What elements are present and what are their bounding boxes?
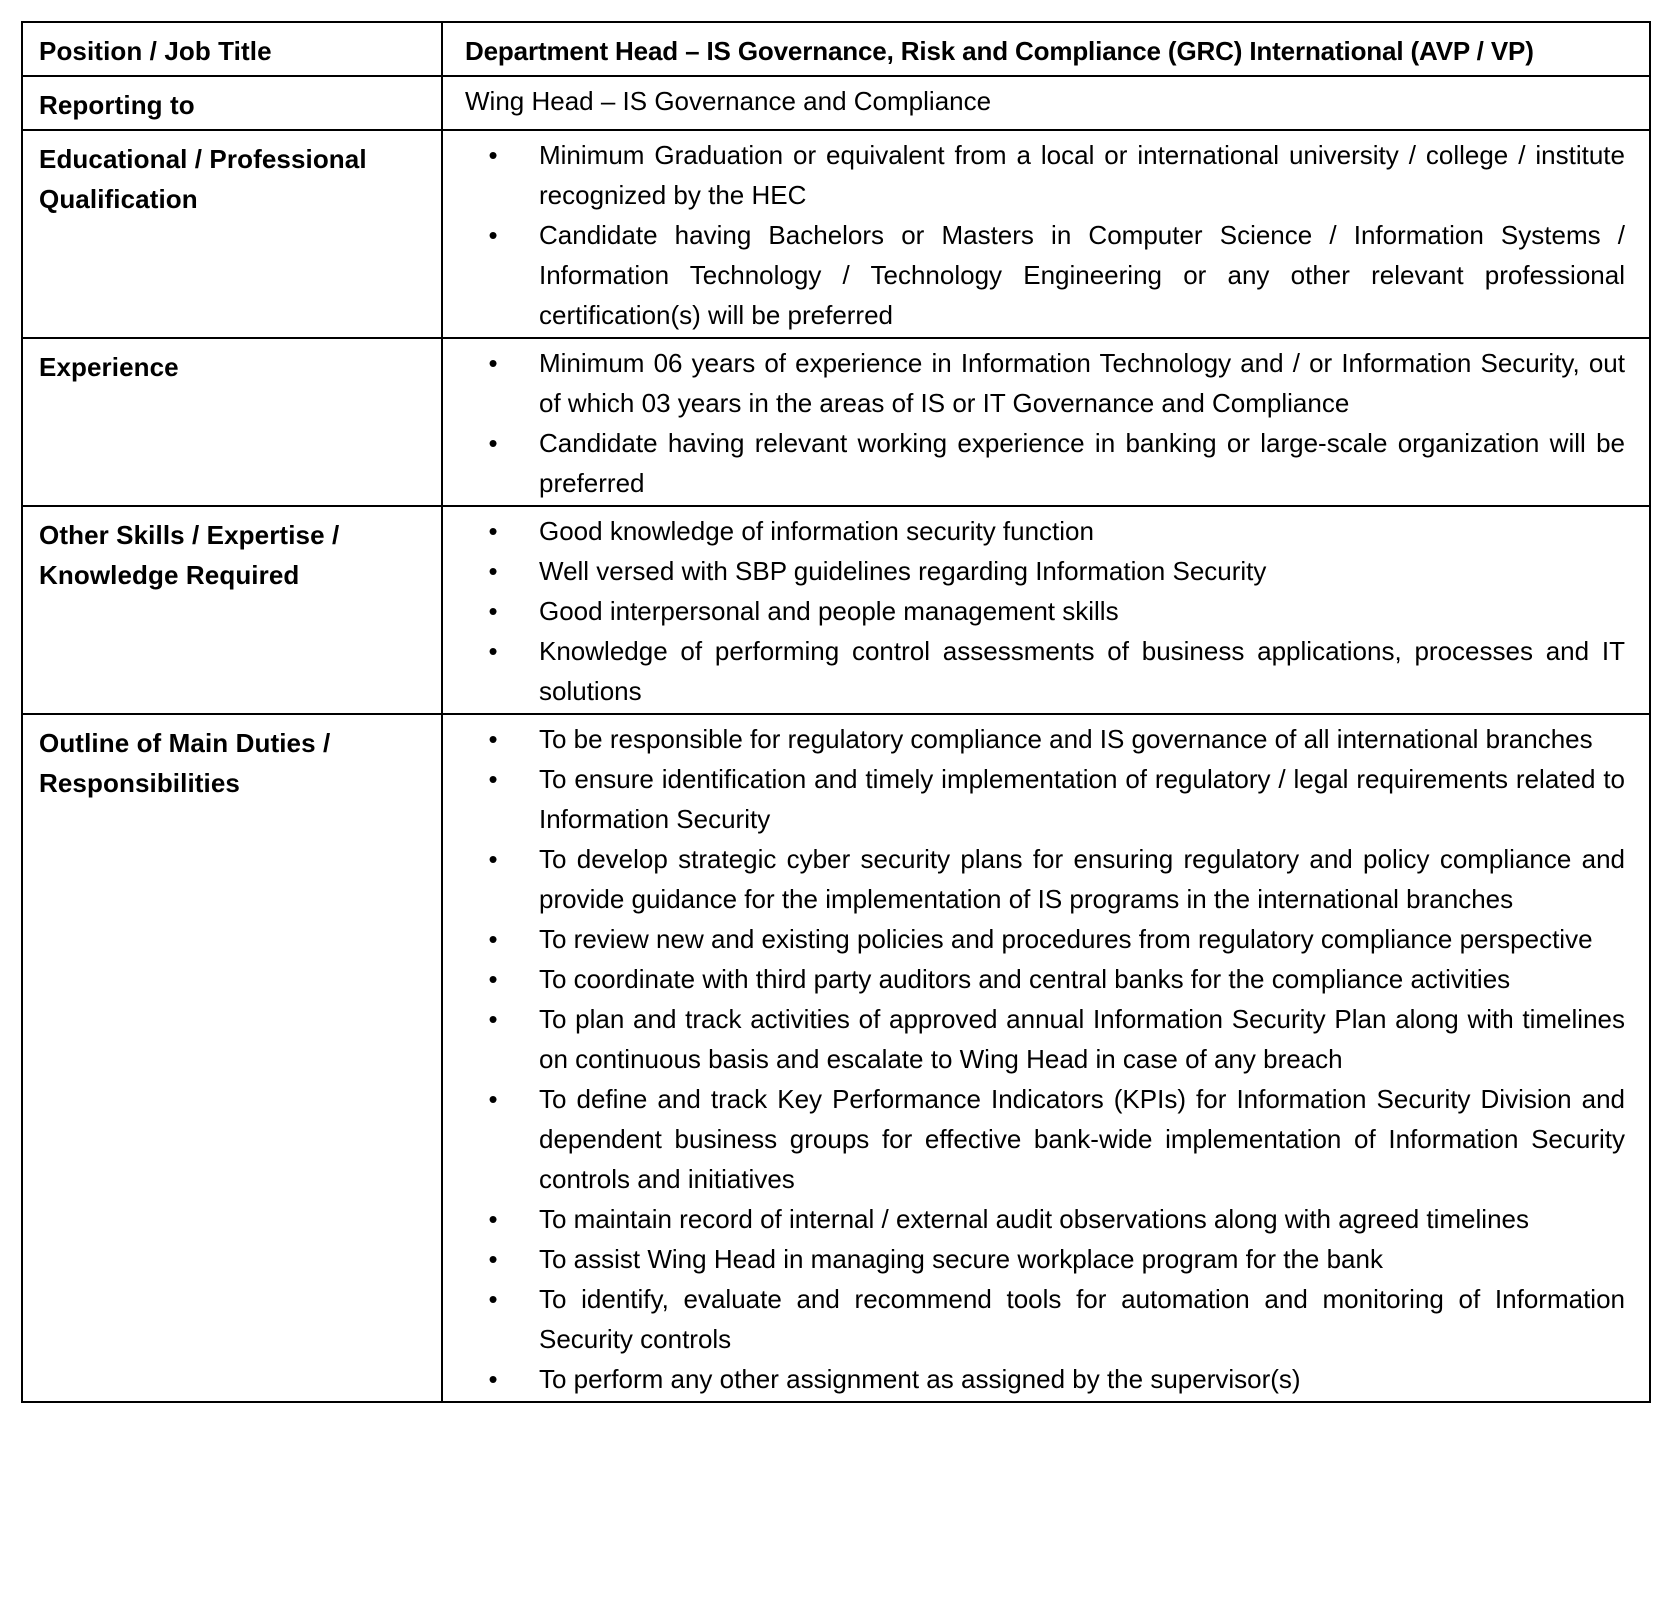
duties-list xyxy=(467,719,1625,1399)
experience-row xyxy=(22,338,1650,506)
list-item-text: To be responsible for regulatory compliance and IS governance of all international branches xyxy=(539,724,1593,754)
bullet-icon: • xyxy=(488,764,498,794)
list-item xyxy=(467,1279,1625,1359)
job-description-table xyxy=(21,21,1651,1403)
list-item xyxy=(467,343,1625,423)
duties-label: Outline of Main Duties / Responsibilities xyxy=(22,714,442,1402)
bullet-icon: • xyxy=(488,964,498,994)
experience-list-cell xyxy=(442,338,1650,506)
list-item xyxy=(467,999,1625,1079)
bullet-icon: • xyxy=(488,844,498,874)
list-item-text: To define and track Key Performance Indicators (KPIs) for Information Security Division and dependent business groups for effective bank-wide implementation of Information Security controls and initiatives xyxy=(539,1084,1625,1194)
list-item-text: To perform any other assignment as assigned by the supervisor(s) xyxy=(539,1364,1301,1394)
position-label: Position / Job Title xyxy=(22,22,442,76)
bullet-icon: • xyxy=(488,1284,498,1314)
reporting-value: Wing Head – IS Governance and Compliance xyxy=(442,76,1650,130)
list-item xyxy=(467,591,1625,631)
duties-list-cell xyxy=(442,714,1650,1402)
bullet-icon: • xyxy=(488,516,498,546)
duties-row xyxy=(22,714,1650,1402)
bullet-icon: • xyxy=(488,596,498,626)
list-item-text: To assist Wing Head in managing secure workplace program for the bank xyxy=(539,1244,1383,1274)
list-item-text: Minimum 06 years of experience in Information Technology and / or Information Security, out of which 03 years in the areas of IS or IT Governance and Compliance xyxy=(539,348,1625,418)
list-item xyxy=(467,839,1625,919)
skills-list xyxy=(467,511,1625,711)
skills-label: Other Skills / Expertise / Knowledge Required xyxy=(22,506,442,714)
bullet-icon: • xyxy=(488,1364,498,1394)
list-item-text: Knowledge of performing control assessments of business applications, processes and IT solutions xyxy=(539,636,1625,706)
list-item xyxy=(467,631,1625,711)
bullet-icon: • xyxy=(488,428,498,458)
qualification-label: Educational / Professional Qualification xyxy=(22,130,442,338)
list-item xyxy=(467,135,1625,215)
skills-list-cell xyxy=(442,506,1650,714)
bullet-icon: • xyxy=(488,1004,498,1034)
list-item xyxy=(467,1359,1625,1399)
bullet-icon: • xyxy=(488,140,498,170)
reporting-label: Reporting to xyxy=(22,76,442,130)
bullet-icon: • xyxy=(488,924,498,954)
list-item-text: Candidate having relevant working experience in banking or large-scale organization will be preferred xyxy=(539,428,1625,498)
list-item-text: To identify, evaluate and recommend tools for automation and monitoring of Information Security controls xyxy=(539,1284,1625,1354)
list-item xyxy=(467,1079,1625,1199)
list-item-text: Good knowledge of information security function xyxy=(539,516,1094,546)
reporting-row xyxy=(22,76,1650,130)
bullet-icon: • xyxy=(488,220,498,250)
bullet-icon: • xyxy=(488,556,498,586)
list-item-text: Candidate having Bachelors or Masters in Computer Science / Information Systems / Information Technology / Technology Engineering or any other relevant professional certification(s) will be preferred xyxy=(539,220,1625,330)
qualification-list xyxy=(467,135,1625,335)
list-item xyxy=(467,719,1625,759)
experience-label: Experience xyxy=(22,338,442,506)
list-item-text: To coordinate with third party auditors and central banks for the compliance activities xyxy=(539,964,1511,994)
list-item-text: Well versed with SBP guidelines regarding Information Security xyxy=(539,556,1267,586)
skills-row xyxy=(22,506,1650,714)
bullet-icon: • xyxy=(488,1244,498,1274)
bullet-icon: • xyxy=(488,1084,498,1114)
experience-list xyxy=(467,343,1625,503)
list-item xyxy=(467,759,1625,839)
list-item-text: Good interpersonal and people management skills xyxy=(539,596,1119,626)
list-item xyxy=(467,1199,1625,1239)
list-item xyxy=(467,423,1625,503)
list-item-text: To review new and existing policies and procedures from regulatory compliance perspective xyxy=(539,924,1593,954)
list-item xyxy=(467,1239,1625,1279)
list-item xyxy=(467,919,1625,959)
list-item xyxy=(467,959,1625,999)
list-item-text: To plan and track activities of approved annual Information Security Plan along with timelines on continuous basis and escalate to Wing Head in case of any breach xyxy=(539,1004,1625,1074)
bullet-icon: • xyxy=(488,724,498,754)
list-item-text: To develop strategic cyber security plans for ensuring regulatory and policy compliance and provide guidance for the implementation of IS programs in the international branches xyxy=(539,844,1625,914)
qualification-row xyxy=(22,130,1650,338)
position-row xyxy=(22,22,1650,76)
qualification-list-cell xyxy=(442,130,1650,338)
bullet-icon: • xyxy=(488,348,498,378)
list-item-text: To ensure identification and timely implementation of regulatory / legal requirements related to Information Security xyxy=(539,764,1625,834)
bullet-icon: • xyxy=(488,1204,498,1234)
list-item-text: Minimum Graduation or equivalent from a local or international university / college / institute recognized by the HEC xyxy=(539,140,1625,210)
list-item xyxy=(467,215,1625,335)
position-value: Department Head – IS Governance, Risk and Compliance (GRC) International (AVP / VP) xyxy=(442,22,1650,76)
list-item xyxy=(467,551,1625,591)
list-item-text: To maintain record of internal / external audit observations along with agreed timelines xyxy=(539,1204,1529,1234)
bullet-icon: • xyxy=(488,636,498,666)
list-item xyxy=(467,511,1625,551)
